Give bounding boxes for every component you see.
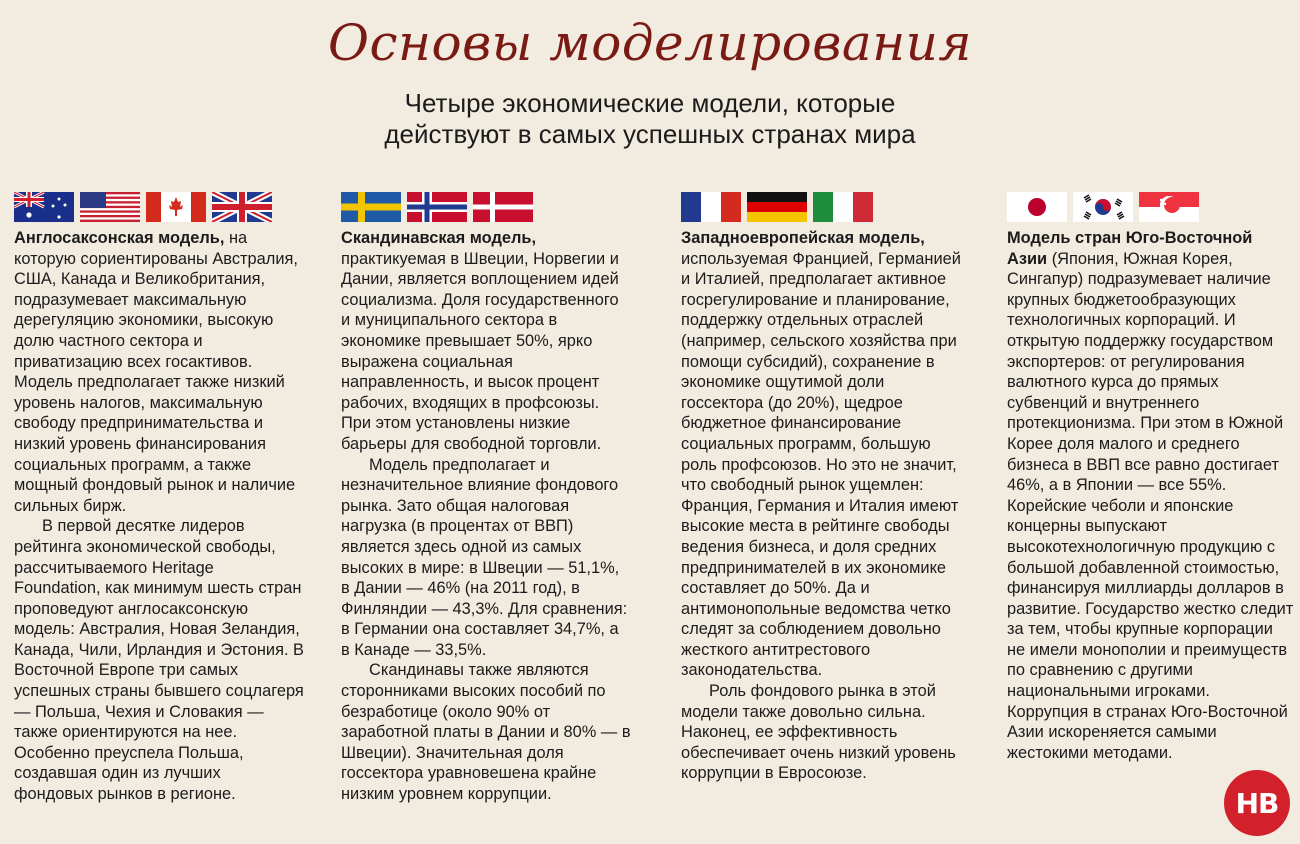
paragraph: В первой десятке лидеров рейтинга экономической свободы, рассчитываемого Heritage Foundation, как минимум шесть стран проповедуют англосаксонскую модель: Австралия, Новая Зеландия, Канада, Чили, Ирландия и Эстония. В Восточной Европе три самых успешных страны бывшего соцлагеря — Польша, Чехия и Словакия — также ориентируются на нее. Особенно преуспела Польша, создавшая один из лучших фондовых рынков в регионе. <box>14 517 304 804</box>
paragraph: Роль фондового рынка в этой модели также довольно сильна. Наконец, ее эффективность обеспечивает очень низкий уровень коррупции в Евросоюзе. <box>681 682 956 783</box>
southeast-asia-text <box>1007 228 1295 763</box>
south-korea-flag-icon <box>1073 192 1133 222</box>
subtitle-line-1: Четыре экономические модели, которые <box>404 88 896 118</box>
model-lead: Англосаксонская модель, <box>14 229 225 247</box>
model-lead: Модель стран Юго-Восточной Азии <box>1007 229 1253 268</box>
scandinavian-column <box>341 192 631 805</box>
flag-row <box>14 192 304 224</box>
page-subtitle <box>0 88 1300 150</box>
sweden-flag-icon <box>341 192 401 222</box>
italy-flag-icon <box>813 192 873 222</box>
canada-flag-icon <box>146 192 206 222</box>
paragraph: практикуемая в Швеции, Норвегии и Дании, является воплощением идей социализма. Доля государственного и муниципального сектора в экономике превышает 50%, ярко выражена социальная направленность, и высок процент рабочих, входящих в профсоюзы. При этом установлены низкие барьеры для свободной торговли. <box>341 249 619 453</box>
anglo-saxon-column <box>14 192 304 805</box>
western-european-text <box>681 228 971 784</box>
flag-row <box>681 192 971 224</box>
paragraph: Модель предполагает и незначительное влияние фондового рынка. Зато общая налоговая нагрузка (в процентах от ВВП) является здесь одной из самых высоких в мире: в Швеции — 51,1%, в Дании — 46% (на 2011 год), в Финляндии — 43,3%. Для сравнения: в Германии она составляет 34,7%, а в Канаде — 33,5%. <box>341 455 628 659</box>
anglo-saxon-text <box>14 228 304 805</box>
denmark-flag-icon <box>473 192 533 222</box>
france-flag-icon <box>681 192 741 222</box>
western-european-column <box>681 192 971 784</box>
singapore-flag-icon <box>1139 192 1199 222</box>
paragraph: на которую сориентированы Австралия, США, Канада и Великобритания, подразумевает максимальную дерегуляцию экономики, высокую долю частного сектора и приватизацию всех госактивов. Модель предполагает также низкий уровень налогов, максимальную свободу предпринимательства и низкий уровень финансирования социальных программ, а также мощный фондовый рынок и наличие сильных бирж. <box>14 229 298 515</box>
japan-flag-icon <box>1007 192 1067 222</box>
paragraph: используемая Францией, Германией и Италией, предполагает активное госрегулирование и планирование, поддержку отдельных отраслей (например, сельского хозяйства при помощи субсидий), сохранение в экономике ощутимой доли госсектора (до 20%), щедрое бюджетное финансирование социальных программ, большую роль профсоюзов. Но это не значит, что свободный рынок ущемлен: Франция, Германия и Италия имеют высокие места в рейтинге свободы ведения бизнеса, и доля средних предпринимателей в их экономике составляет до 50%. Да и антимонопольные ведомства четко следят за соблюдением довольно жесткого антитрестового законодательства. <box>681 249 961 680</box>
paragraph: Скандинавы также являются сторонниками высоких пособий по безработице (около 90% от заработной платы в Дании и 80% — в Швеции). Значительная доля госсектора уравновешена крайне низким уровнем коррупции. <box>341 661 631 804</box>
flag-row <box>1007 192 1295 224</box>
subtitle-line-2: действуют в самых успешных странах мира <box>384 119 916 149</box>
model-lead: Скандинавская модель, <box>341 229 537 247</box>
page-title: Основы моделирования <box>328 14 972 72</box>
australia-flag-icon <box>14 192 74 222</box>
uk-flag-icon <box>212 192 272 222</box>
nv-logo: НВ <box>1224 770 1290 836</box>
norway-flag-icon <box>407 192 467 222</box>
model-lead: Западноевропейская модель, <box>681 229 925 247</box>
paragraph: (Япония, Южная Корея, Сингапур) подразумевает наличие крупных бюджетообразующих технологичных корпораций. И открытую поддержку государством экспортеров: от регулирования валютного курса до прямых субвенций и внутреннего протекционизма. При этом в Южной Корее доля малого и среднего бизнеса в ВВП все равно достигает 46%, а в Японии — все 55%. Корейские чеболи и японские концерны выпускают высокотехнологичную продукцию с большой добавленной стоимостью, финансируя миллиарды долларов в развитие. Государство жестко следит за тем, чтобы крупные корпорации не имели монополии и преимуществ по сравнению с другими национальными игроками. Коррупция в странах Юго-Восточной Азии искореняется самыми жестокими методами. <box>1007 249 1294 762</box>
southeast-asia-column <box>1007 192 1295 763</box>
germany-flag-icon <box>747 192 807 222</box>
flag-row <box>341 192 631 224</box>
scandinavian-text <box>341 228 631 805</box>
usa-flag-icon <box>80 192 140 222</box>
